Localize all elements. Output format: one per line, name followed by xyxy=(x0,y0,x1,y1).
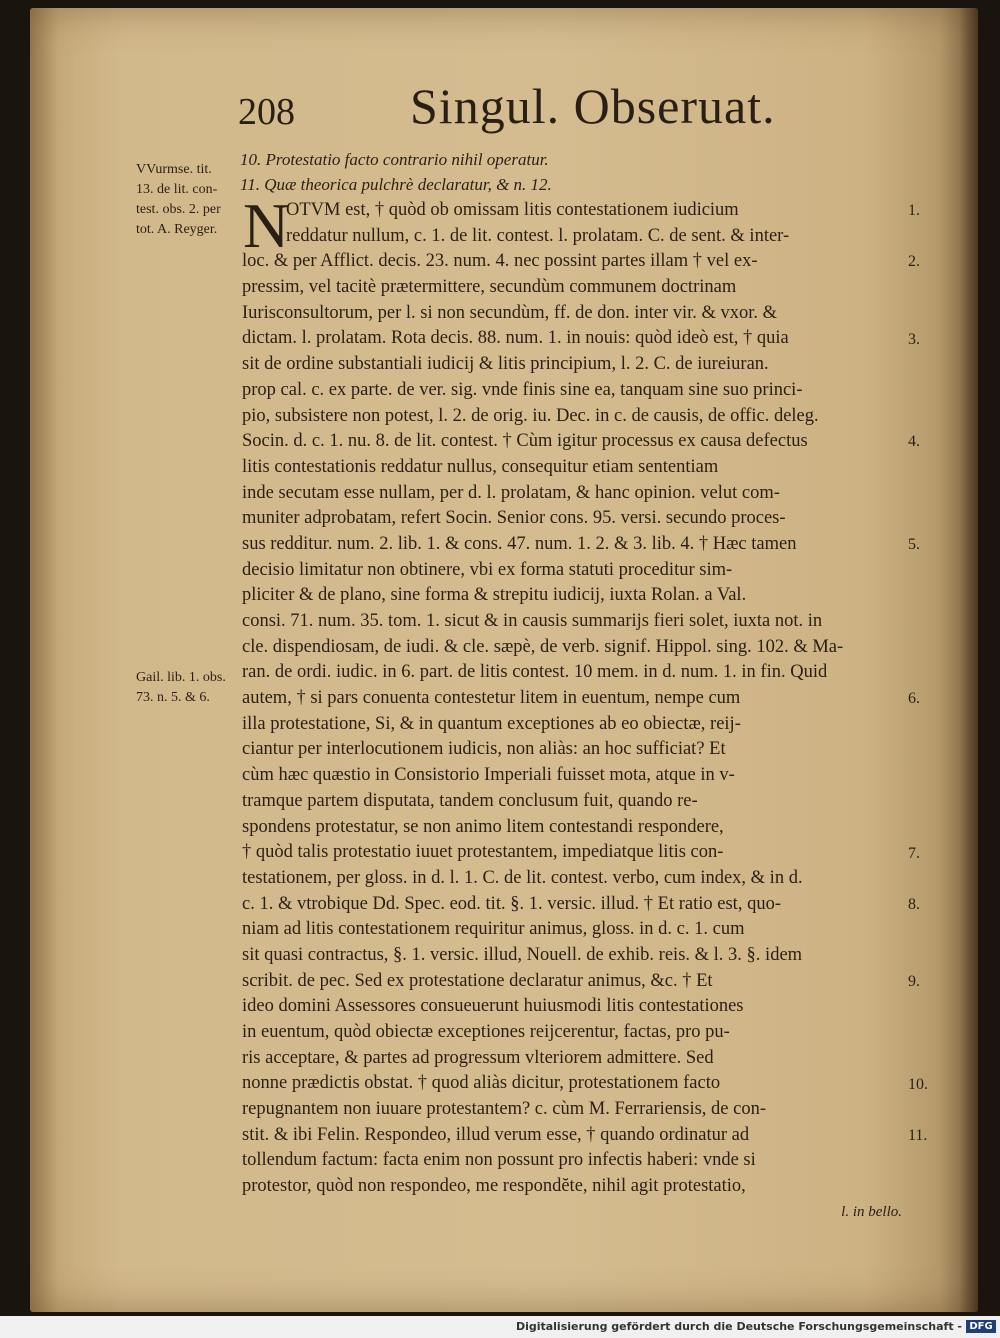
paragraph-number: 11. xyxy=(908,1127,928,1145)
text-line: pressim, vel tacitè prætermittere, secundùm communem doctrinam xyxy=(242,277,737,298)
text-line: inde secutam esse nullam, per d. l. prolatam, & hanc opinion. velut com- xyxy=(242,482,780,503)
text-line: tollendum factum: facta enim non possunt pro infectis haberi: vnde si xyxy=(242,1150,756,1171)
text-line: ris acceptare, & partes ad progressum vlteriorem admittere. Sed xyxy=(242,1047,714,1068)
text-line: sit quasi contractus, §. 1. versic. illud, Nouell. de exhib. reis. & l. 3. §. idem xyxy=(242,944,803,965)
text-line: † quòd talis protestatio iuuet protestantem, impediatque litis con- xyxy=(242,842,724,863)
text-line: reddatur nullum, c. 1. de lit. contest. l. prolatam. C. de sent. & inter- xyxy=(286,225,790,246)
dfg-logo: DFG xyxy=(966,1320,996,1333)
footer xyxy=(0,1316,1000,1338)
text-line: illa protestatione, Si, & in quantum exceptiones ab eo obiectæ, reij- xyxy=(242,713,741,734)
margin-note-line: 73. n. 5. & 6. xyxy=(136,690,210,705)
text-line: ran. de ordi. iudic. in 6. part. de litis contest. 10 mem. in d. num. 1. in fin. Quid xyxy=(242,662,828,683)
text-line: litis contestationis reddatur nullus, consequitur etiam sententiam xyxy=(242,456,719,477)
paragraph-number: 4. xyxy=(908,433,920,451)
text-line: pio, subsistere non potest, l. 2. de orig. iu. Dec. in c. de causis, de offic. deleg. xyxy=(242,405,819,426)
text-line: OTVM est, † quòd ob omissam litis contestationem iudicium xyxy=(286,200,739,220)
margin-note-wurmser xyxy=(136,160,236,240)
body-text xyxy=(242,190,902,1226)
text-line: ideo domini Assessores consueuerunt huiusmodi litis contestationes xyxy=(242,996,744,1017)
margin-note-gail xyxy=(136,668,236,708)
drop-cap: N xyxy=(243,190,290,261)
text-line: tramque partem disputata, tandem conclusum fuit, quando re- xyxy=(242,790,698,811)
margin-note-line: tot. A. Reyger. xyxy=(136,222,218,237)
summary-line xyxy=(240,150,549,170)
paragraph-number: 1. xyxy=(908,202,920,219)
margin-note-line: 13. de lit. con- xyxy=(136,182,218,197)
text-line: pliciter & de plano, sine forma & strepitu iudicij, iuxta Rolan. a Val. xyxy=(242,585,747,606)
page-number: 208 xyxy=(238,91,295,133)
summary-number: 10. xyxy=(240,150,262,169)
paragraph-number: 6. xyxy=(908,690,920,708)
running-head: Singul. Obseruat. xyxy=(410,78,776,134)
summary-number: 11. xyxy=(240,175,260,194)
text-line: niam ad litis contestationem requiritur animus, gloss. in d. c. 1. cum xyxy=(242,919,745,940)
text-line: sit de ordine substantiali iudicij & litis principium, l. 2. C. de iureiuran. xyxy=(242,354,769,375)
text-line: cle. dispendiosam, de iudi. & cle. sæpè, de verb. signif. Hippol. sing. 102. & Ma- xyxy=(242,636,844,657)
paragraph-number: 3. xyxy=(908,330,920,348)
text-line: muniter adprobatam, refert Socin. Senior cons. 95. versi. secundo proces- xyxy=(242,508,786,529)
text-line: nonne prædictis obstat. † quod aliàs dicitur, protestationem facto xyxy=(242,1073,721,1094)
text-line: stit. & ibi Felin. Respondeo, illud verum esse, † quando ordinatur ad xyxy=(242,1124,750,1145)
text-line: c. 1. & vtrobique Dd. Spec. eod. tit. §. 1. versic. illud. † Et ratio est, quo- xyxy=(242,893,781,914)
text-line: protestor, quòd non respondeo, me respondĕte, nihil agit protestatio, xyxy=(242,1176,746,1197)
text-line: sus redditur. num. 2. lib. 1. & cons. 47. num. 1. 2. & 3. lib. 4. † Hæc tamen xyxy=(242,533,797,554)
text-line: Iurisconsultorum, per l. si non secundùm, ff. de don. inter vir. & vxor. & xyxy=(242,302,778,323)
text-line: testationem, per gloss. in d. l. 1. C. de lit. contest. verbo, cum index, & in d. xyxy=(242,867,803,888)
text-line: ciantur per interlocutionem iudicis, non aliàs: an hoc sufficiat? Et xyxy=(242,739,726,760)
page-edge-shadow xyxy=(960,8,978,1312)
text-line: spondens protestatur, se non animo litem contestandi respondere, xyxy=(242,816,724,837)
paragraph-number: 5. xyxy=(908,536,920,554)
text-line: decisio limitatur non obtinere, vbi ex forma statuti proceditur sim- xyxy=(242,559,733,580)
text-line: cùm hæc quæstio in Consistorio Imperiali fuisset mota, atque in v- xyxy=(242,765,735,786)
text-line: autem, † si pars conuenta contestetur litem in euentum, nempe cum xyxy=(242,688,741,709)
paragraph-number: 7. xyxy=(908,844,920,862)
text-line: in euentum, quòd obiectæ exceptiones reijcerentur, factas, pro pu- xyxy=(242,1022,730,1042)
margin-note-line: Gail. lib. 1. obs. xyxy=(136,670,226,685)
paragraph-number: 8. xyxy=(908,895,920,913)
text-line: scribit. de pec. Sed ex protestatione declaratur animus, &c. † Et xyxy=(242,970,713,991)
text-line: loc. & per Afflict. decis. 23. num. 4. nec possint partes illam † vel ex- xyxy=(242,251,758,272)
text-line: repugnantem non iuuare protestantem? c. cùm M. Ferrariensis, de con- xyxy=(242,1099,766,1120)
catchword: l. in bello. xyxy=(841,1203,902,1220)
text-line: prop cal. c. ex parte. de ver. sig. vnde finis sine ea, tanquam sine suo princi- xyxy=(242,379,803,400)
margin-note-line: VVurmse. tit. xyxy=(136,162,212,177)
text-line: Socin. d. c. 1. nu. 8. de lit. contest. † Cùm igitur processus ex causa defectus xyxy=(242,431,808,452)
text-line: dictam. l. prolatam. Rota decis. 88. num. 1. in nouis: quòd ideò est, † quia xyxy=(242,328,789,349)
paragraph-number: 2. xyxy=(908,253,920,271)
summary-text: Protestatio facto contrario nihil operatur. xyxy=(265,150,549,169)
summary-text: Quæ theorica pulchrè declaratur, & n. 12. xyxy=(264,175,552,194)
footer-credit: Digitalisierung gefördert durch die Deutsche Forschungsgemeinschaft - xyxy=(515,1320,962,1333)
paragraph-number: 9. xyxy=(908,973,920,990)
text-line: consi. 71. num. 35. tom. 1. sicut & in causis summarijs fieri solet, iuxta not. in xyxy=(242,611,823,631)
paragraph-number: 10. xyxy=(908,1075,928,1093)
margin-note-line: test. obs. 2. per xyxy=(136,202,221,217)
